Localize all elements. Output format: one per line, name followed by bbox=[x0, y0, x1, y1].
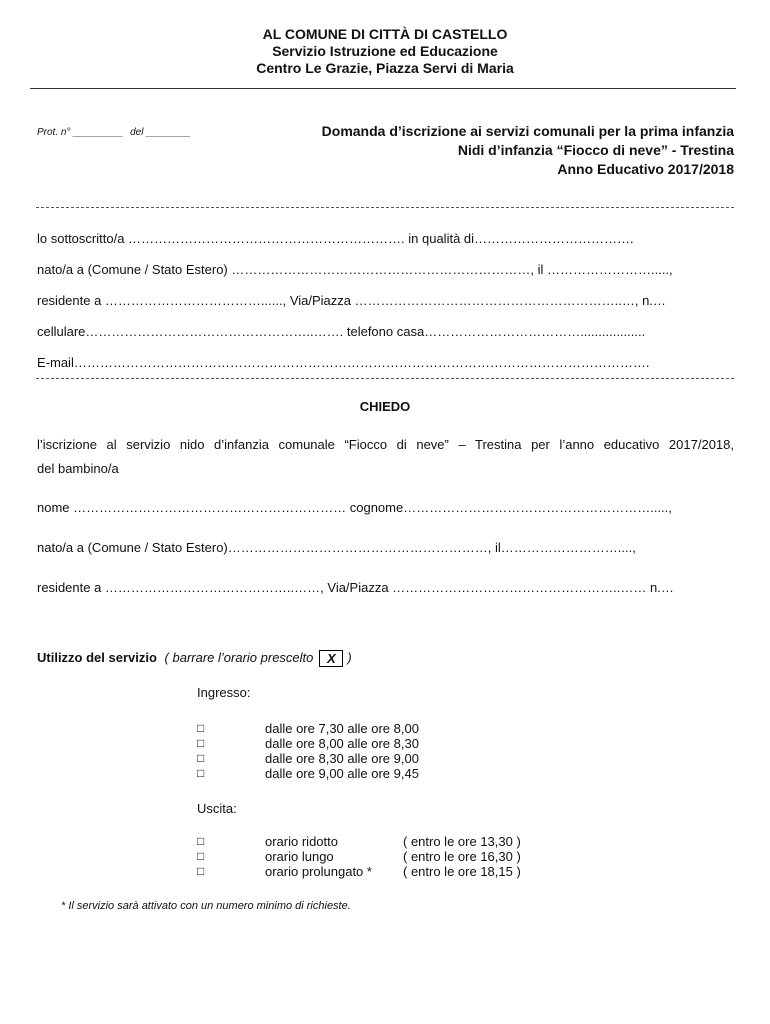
office-name: AL COMUNE DI CITTÀ DI CASTELLO bbox=[262, 26, 508, 42]
protocol-number-label: Prot. n° _________ bbox=[37, 127, 124, 138]
office-department: Servizio Istruzione ed Educazione bbox=[272, 43, 498, 59]
ingresso-option: dalle ore 7,30 alle ore 8,00 bbox=[265, 721, 419, 736]
protocol-date-label: del ________ bbox=[130, 127, 191, 138]
applicant-phone-field[interactable]: cellulare……………………………………………..……. telefono casa……………………………….................. bbox=[37, 324, 646, 339]
request-text: l’iscrizione al servizio nido d’infanzia comunale “Fiocco di neve” – Trestina per l’anno educativo 2017/2018, bbox=[37, 437, 734, 452]
checkbox-icon[interactable]: □ bbox=[197, 864, 205, 878]
applicant-divider bbox=[36, 378, 734, 379]
ingresso-option: dalle ore 9,00 alle ore 9,45 bbox=[265, 766, 419, 781]
service-hint-close: ) bbox=[347, 650, 352, 665]
checkbox-icon[interactable]: □ bbox=[197, 849, 205, 863]
request-text-cont: del bambino/a bbox=[37, 461, 119, 476]
uscita-option-label: orario ridotto bbox=[265, 834, 338, 849]
checkbox-icon[interactable]: □ bbox=[197, 834, 205, 848]
office-address: Centro Le Grazie, Piazza Servi di Maria bbox=[256, 60, 514, 76]
request-heading: CHIEDO bbox=[359, 399, 411, 414]
uscita-option-time: ( entro le ore 16,30 ) bbox=[403, 849, 521, 864]
title-divider bbox=[36, 207, 734, 208]
checkbox-icon[interactable]: □ bbox=[197, 751, 205, 765]
child-name-field[interactable]: nome ……………………………………………………… cognome…………………………………………………....., bbox=[37, 500, 672, 515]
uscita-title: Uscita: bbox=[197, 801, 237, 816]
applicant-residence-field[interactable]: residente a ………………………………......, Via/Piazza ……………………………………………………..…, n.… bbox=[37, 293, 666, 308]
checkbox-icon[interactable]: □ bbox=[197, 766, 205, 780]
ingresso-option: dalle ore 8,00 alle ore 8,30 bbox=[265, 736, 419, 751]
uscita-option-label: orario prolungato * bbox=[265, 864, 372, 879]
header-divider bbox=[30, 88, 736, 89]
uscita-option-label: orario lungo bbox=[265, 849, 334, 864]
footnote: * Il servizio sarà attivato con un numero minimo di richieste. bbox=[61, 900, 351, 912]
checkbox-icon[interactable]: □ bbox=[197, 736, 205, 750]
applicant-birth-field[interactable]: nato/a a (Comune / Stato Estero) ……………………………………………………………, il ……………………....., bbox=[37, 262, 673, 277]
service-hint: ( barrare l’orario prescelto bbox=[164, 650, 314, 665]
applicant-name-field[interactable]: lo sottoscritto/a ………………………………………………………. in qualità di………………………………. bbox=[37, 231, 634, 246]
form-year: Anno Educativo 2017/2018 bbox=[557, 161, 734, 177]
form-subtitle: Nidi d’infanzia “Fiocco di neve” - Trestina bbox=[457, 142, 734, 158]
service-label: Utilizzo del servizio bbox=[37, 650, 157, 665]
ingresso-option: dalle ore 8,30 alle ore 9,00 bbox=[265, 751, 419, 766]
protocol-number bbox=[37, 127, 191, 138]
uscita-option-time: ( entro le ore 18,15 ) bbox=[403, 864, 521, 879]
form-title: Domanda d’iscrizione ai servizi comunali per la prima infanzia bbox=[321, 123, 734, 139]
example-mark-box: X bbox=[319, 650, 343, 667]
child-birth-field[interactable]: nato/a a (Comune / Stato Estero)……………………………………………………, il………………………...., bbox=[37, 540, 636, 555]
child-residence-field[interactable]: residente a ……………………………………..……, Via/Piazza ……………………………………………..…… n.… bbox=[37, 580, 674, 595]
applicant-email-field[interactable]: E-mail……………………………………………………………………………………………………………………. bbox=[37, 355, 650, 370]
uscita-option-time: ( entro le ore 13,30 ) bbox=[403, 834, 521, 849]
ingresso-title: Ingresso: bbox=[197, 685, 251, 700]
service-usage bbox=[37, 650, 352, 667]
checkbox-icon[interactable]: □ bbox=[197, 721, 205, 735]
